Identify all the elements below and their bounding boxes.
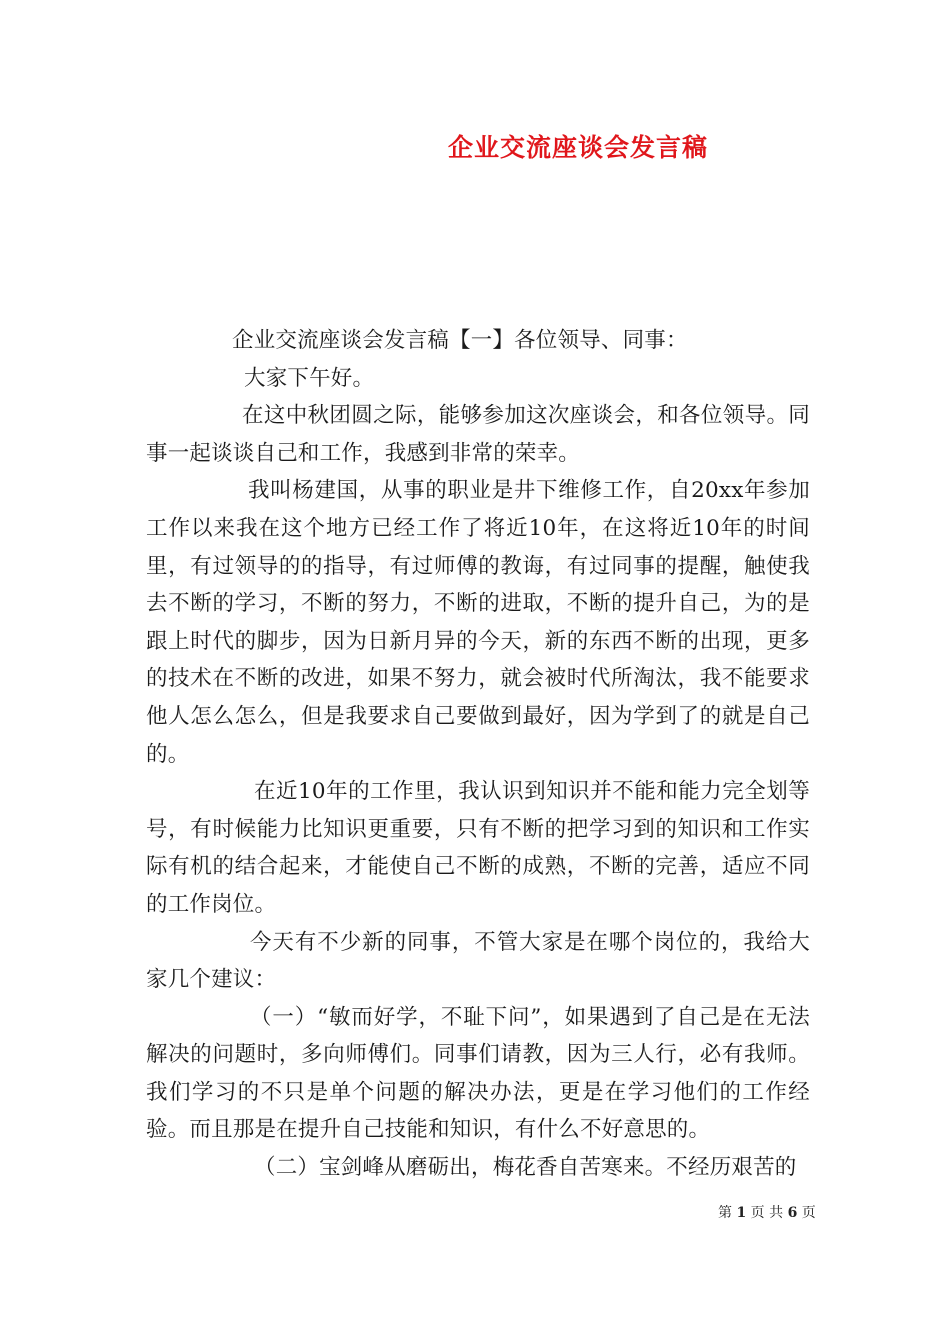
greeting-line: 大家下午好。 bbox=[244, 365, 375, 391]
paragraph: 我叫杨建国，从事的职业是井下维修工作，自20xx年参加工作以来我在这个地方已经工作了将近10年，在这将近10年的时间里，有过领导的的指导，有过师傅的教诲，有过同事的提醒，触使我去不断的学习，不断的努力，不断的进取，不断的提升自己，为的是跟上时代的脚步，因为日新月异的今天，新的东西不断的出现，更多的技术在不断的改进，如果不努力，就会被时代所淘汰，我不能要求他人怎么怎么，但是我要求自己要做到最好，因为学到了的就是自己的。 bbox=[146, 478, 810, 767]
footer-middle: 页 共 bbox=[750, 1205, 784, 1221]
speech-heading: 企业交流座谈会发言稿【一】各位领导、同事： bbox=[232, 328, 688, 353]
footer-prefix: 第 bbox=[718, 1205, 732, 1221]
total-pages-number: 6 bbox=[787, 1205, 798, 1221]
paragraph: 在这中秋团圆之际，能够参加这次座谈会，和各位领导。同事一起谈谈自己和工作，我感到非常的荣幸。 bbox=[146, 403, 810, 466]
paragraph: 今天有不少新的同事，不管大家是在哪个岗位的，我给大家几个建议： bbox=[146, 929, 810, 993]
paragraph: 在近10年的工作里，我认识到知识并不能和能力完全划等号，有时候能力比知识更重要，只有不断的把学习到的知识和工作实际有机的结合起来，才能使自己不断的成熟，不断的完善，适应不同的工作岗位。 bbox=[146, 779, 810, 917]
paragraph: （二）宝剑峰从磨砺出，梅花香自苦寒来。不经历艰苦的 bbox=[254, 1155, 797, 1181]
paragraph: （一）“敏而好学，不耻下问”，如果遇到了自己是在无法解决的问题时，多向师傅们。同事们请教，因为三人行，必有我师。我们学习的不只是单个问题的解决办法，更是在学习他们的工作经验。而且那是在提升自己技能和知识，有什么不好意思的。 bbox=[146, 1004, 810, 1143]
document-title: 企业交流座谈会发言稿 bbox=[447, 133, 708, 162]
document-body bbox=[146, 322, 810, 1187]
page-number-footer bbox=[718, 1204, 816, 1222]
current-page-number: 1 bbox=[736, 1205, 747, 1221]
footer-suffix: 页 bbox=[801, 1205, 816, 1221]
